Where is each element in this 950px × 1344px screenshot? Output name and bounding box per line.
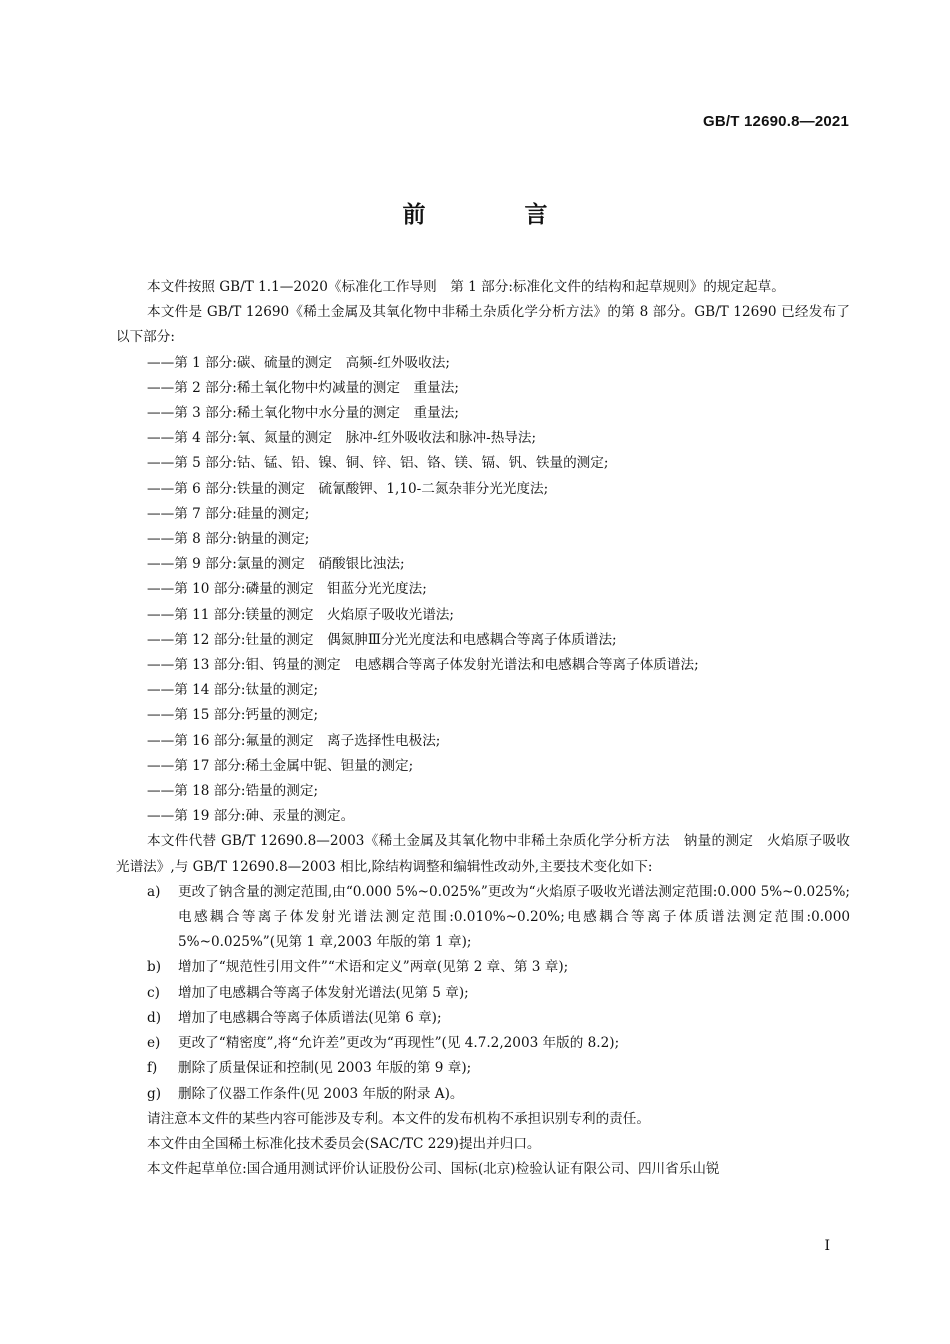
part-item: ——第 2 部分:稀土氧化物中灼减量的测定 重量法;: [147, 379, 459, 396]
part-item: ——第 17 部分:稀土金属中铌、钽量的测定;: [147, 757, 414, 774]
change-text: 删除了仪器工作条件(见 2003 年版的附录 A)。: [178, 1085, 464, 1102]
change-item: [116, 955, 850, 980]
part-item: ——第 3 部分:稀土氧化物中水分量的测定 重量法;: [147, 405, 459, 422]
paragraph-proposer: 本文件由全国稀土标准化技术委员会(SAC/TC 229)提出并归口。: [147, 1135, 541, 1152]
change-marker: g): [147, 1085, 162, 1102]
change-item: [116, 1031, 850, 1056]
change-item: [116, 1082, 850, 1107]
part-item: ——第 5 部分:钴、锰、铅、镍、铜、锌、铝、铬、镁、镉、钒、铁量的测定;: [147, 455, 609, 472]
part-item: ——第 7 部分:硅量的测定;: [147, 505, 310, 522]
paragraph-drafting-units: 本文件起草单位:国合通用测试评价认证股份公司、国标(北京)检验认证有限公司、四川省乐山锐: [147, 1161, 720, 1178]
part-item: ——第 8 部分:钠量的测定;: [147, 531, 310, 548]
change-item: [116, 880, 850, 956]
change-text: 更改了钠含量的测定范围,由“0.000 5%~0.025%”更改为“火焰原子吸收光谱法测定范围:0.000 5%~0.025%;电感耦合等离子体发射光谱法测定范围:0.010%~0.20%;电感耦合等离子体质谱法测定范围:0.000 5%~0.025%”(见第 1 章,2003 年版的第 1 章);: [178, 883, 850, 951]
change-marker: a): [147, 883, 161, 900]
paragraph-series-intro: 本文件是 GB/T 12690《稀土金属及其氧化物中非稀土杂质化学分析方法》的第 8 部分。GB/T 12690 已经发布了以下部分:: [116, 304, 850, 346]
change-marker: f): [147, 1060, 158, 1077]
change-text: 增加了“规范性引用文件”“术语和定义”两章(见第 2 章、第 3 章);: [178, 959, 569, 976]
part-item: ——第 15 部分:钙量的测定;: [147, 707, 319, 724]
part-item: ——第 18 部分:锆量的测定;: [147, 783, 319, 800]
part-item: ——第 4 部分:氧、氮量的测定 脉冲-红外吸收法和脉冲-热导法;: [147, 430, 537, 447]
part-item: ——第 14 部分:钛量的测定;: [147, 682, 319, 699]
change-item: [116, 981, 850, 1006]
part-item: ——第 16 部分:氟量的测定 离子选择性电极法;: [147, 732, 441, 749]
paragraph-drafting-rule: 本文件按照 GB/T 1.1—2020《标准化工作导则 第 1 部分:标准化文件的结构和起草规则》的规定起草。: [147, 279, 785, 295]
part-item: ——第 11 部分:镁量的测定 火焰原子吸收光谱法;: [147, 606, 454, 623]
change-marker: c): [147, 984, 160, 1001]
change-text: 增加了电感耦合等离子体质谱法(见第 6 章);: [178, 1009, 442, 1026]
part-item: ——第 9 部分:氯量的测定 硝酸银比浊法;: [147, 556, 405, 573]
paragraph-patent-notice: 请注意本文件的某些内容可能涉及专利。本文件的发布机构不承担识别专利的责任。: [147, 1110, 650, 1127]
page-title: 前 言: [402, 202, 586, 228]
change-item: [116, 1006, 850, 1031]
part-item: ——第 6 部分:铁量的测定 硫氰酸钾、1,10-二氮杂菲分光光度法;: [147, 480, 549, 497]
change-marker: e): [147, 1035, 161, 1052]
part-item: ——第 19 部分:砷、汞量的测定。: [147, 808, 355, 825]
change-text: 增加了电感耦合等离子体发射光谱法(见第 5 章);: [178, 984, 469, 1001]
parts-list: [116, 351, 850, 830]
page-number: Ⅰ: [824, 1238, 830, 1254]
change-text: 更改了“精密度”,将“允许差”更改为“再现性”(见 4.7.2,2003 年版的 8.2);: [178, 1035, 620, 1052]
part-item: ——第 10 部分:磷量的测定 钼蓝分光光度法;: [147, 581, 427, 598]
change-text: 删除了质量保证和控制(见 2003 年版的第 9 章);: [178, 1060, 472, 1077]
document-body: [116, 275, 850, 1182]
changes-list: [116, 880, 850, 1107]
paragraph-replacement: 本文件代替 GB/T 12690.8—2003《稀土金属及其氧化物中非稀土杂质化学分析方法 钠量的测定 火焰原子吸收光谱法》,与 GB/T 12690.8—2003 相比,除结构调整和编辑性改动外,主要技术变化如下:: [116, 833, 850, 875]
part-item: ——第 13 部分:钼、钨量的测定 电感耦合等离子体发射光谱法和电感耦合等离子体质谱法;: [147, 657, 699, 674]
change-marker: b): [147, 959, 162, 976]
change-marker: d): [147, 1009, 162, 1026]
standard-code: GB/T 12690.8—2021: [703, 113, 849, 130]
change-item: [116, 1056, 850, 1081]
part-item: ——第 12 部分:钍量的测定 偶氮胂Ⅲ分光光度法和电感耦合等离子体质谱法;: [147, 631, 617, 648]
part-item: ——第 1 部分:碳、硫量的测定 高频-红外吸收法;: [147, 354, 450, 371]
